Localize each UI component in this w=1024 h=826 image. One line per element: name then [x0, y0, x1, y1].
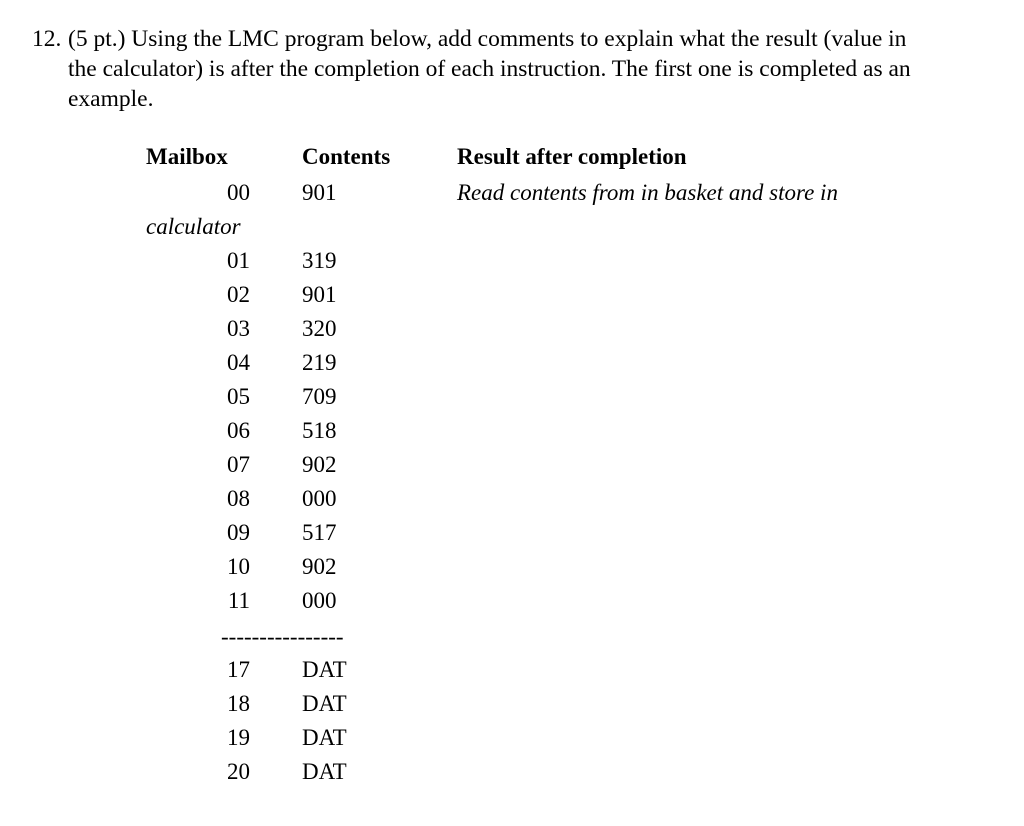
data-contents-17: DAT: [302, 657, 347, 682]
data-mailbox-20: 20: [227, 759, 250, 784]
data-contents-20: DAT: [302, 759, 347, 784]
instruction-mailbox-05: 05: [227, 384, 250, 409]
divider-line: ----------------: [221, 624, 344, 649]
instruction-contents-04: 219: [302, 350, 337, 375]
example-contents: 901: [302, 180, 337, 205]
instruction-contents-03: 320: [302, 316, 337, 341]
question-line-2: the calculator) is after the completion of each instruction. The first one is completed as an: [68, 56, 911, 82]
example-mailbox: 00: [227, 180, 250, 205]
example-result: Read contents from in basket and store in: [457, 180, 838, 205]
instruction-mailbox-06: 06: [227, 418, 250, 443]
instruction-contents-08: 000: [302, 486, 337, 511]
instruction-contents-07: 902: [302, 452, 337, 477]
instruction-contents-01: 319: [302, 248, 337, 273]
contents-header: Contents: [302, 144, 391, 169]
instruction-contents-02: 901: [302, 282, 337, 307]
data-contents-18: DAT: [302, 691, 347, 716]
instruction-mailbox-10: 10: [227, 554, 250, 579]
instruction-mailbox-08: 08: [227, 486, 250, 511]
question-line-3: example.: [68, 86, 154, 112]
instruction-mailbox-07: 07: [227, 452, 250, 477]
mailbox-header: Mailbox: [146, 144, 228, 169]
question-number: 12.: [32, 26, 62, 52]
data-mailbox-17: 17: [227, 657, 250, 682]
example-result-continued: calculator: [146, 214, 241, 239]
instruction-contents-05: 709: [302, 384, 337, 409]
question-line-1: 12. (5 pt.) Using the LMC program below, add comments to explain what the result (value in: [32, 26, 907, 52]
instruction-contents-06: 518: [302, 418, 337, 443]
data-mailbox-18: 18: [227, 691, 250, 716]
instruction-mailbox-11: 11: [227, 588, 250, 613]
instruction-mailbox-02: 02: [227, 282, 250, 307]
instruction-mailbox-03: 03: [227, 316, 250, 341]
data-contents-19: DAT: [302, 725, 347, 750]
instruction-contents-10: 902: [302, 554, 337, 579]
instruction-contents-11: 000: [302, 588, 337, 613]
result-header: Result after completion: [457, 144, 687, 169]
instruction-mailbox-01: 01: [227, 248, 250, 273]
instruction-mailbox-04: 04: [227, 350, 250, 375]
instruction-contents-09: 517: [302, 520, 337, 545]
instruction-mailbox-09: 09: [227, 520, 250, 545]
question-text: [32, 24, 1007, 114]
data-mailbox-19: 19: [227, 725, 250, 750]
